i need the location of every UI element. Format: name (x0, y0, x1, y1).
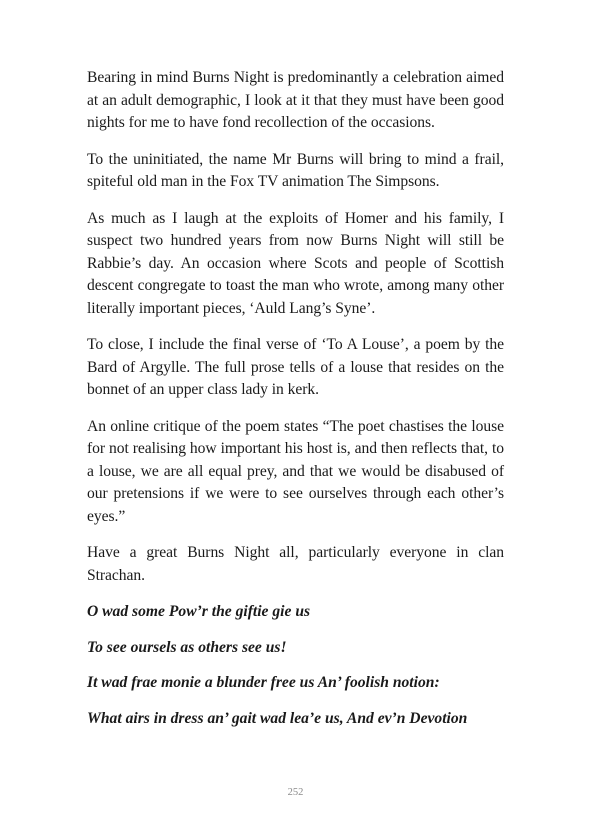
verse-line: To see oursels as others see us! (87, 638, 287, 656)
poem-verse (87, 601, 504, 730)
page-number: 252 (287, 787, 304, 798)
paragraph-mr-burns: To the uninitiated, the name Mr Burns will bring to mind a frail, spiteful old man in the Fox TV animation The Simpsons. (87, 150, 504, 190)
paragraph-closing: Have a great Burns Night all, particularly everyone in clan Strachan. (87, 544, 504, 584)
paragraph-rabbies-day: As much as I laugh at the exploits of Homer and his family, I suspect two hundred years from now Burns Night will still be Rabbie’s day. An occasion where Scots and people of Scottish descent congregate to toast the man who wrote, among many other literally important pieces, ‘Auld Lang’s Syne’. (87, 209, 504, 317)
verse-line: It wad frae monie a blunder free us An’ foolish notion: (87, 674, 440, 691)
paragraph-to-a-louse: To close, I include the final verse of ‘To A Louse’, a poem by the Bard of Argylle. The full prose tells of a louse that resides on the bonnet of an upper class lady in kerk. (87, 336, 504, 398)
verse-line: O wad some Pow’r the giftie gie us (87, 603, 311, 620)
paragraph-critique: An online critique of the poem states “The poet chastises the louse for not realising how important his host is, and then reflects that, to a louse, we are all equal prey, and that we would be disabused of our pretensions if we were to see ourselves through each other’s eyes.” (87, 417, 504, 525)
verse-line: What airs in dress an’ gait wad lea’e us, And ev’n Devotion (87, 709, 468, 727)
paragraph-burns-night-intro: Bearing in mind Burns Night is predominantly a celebration aimed at an adult demographic, I look at it that they must have been good nights for me to have fond recollection of the occasions. (87, 69, 504, 131)
body-text (87, 67, 504, 730)
